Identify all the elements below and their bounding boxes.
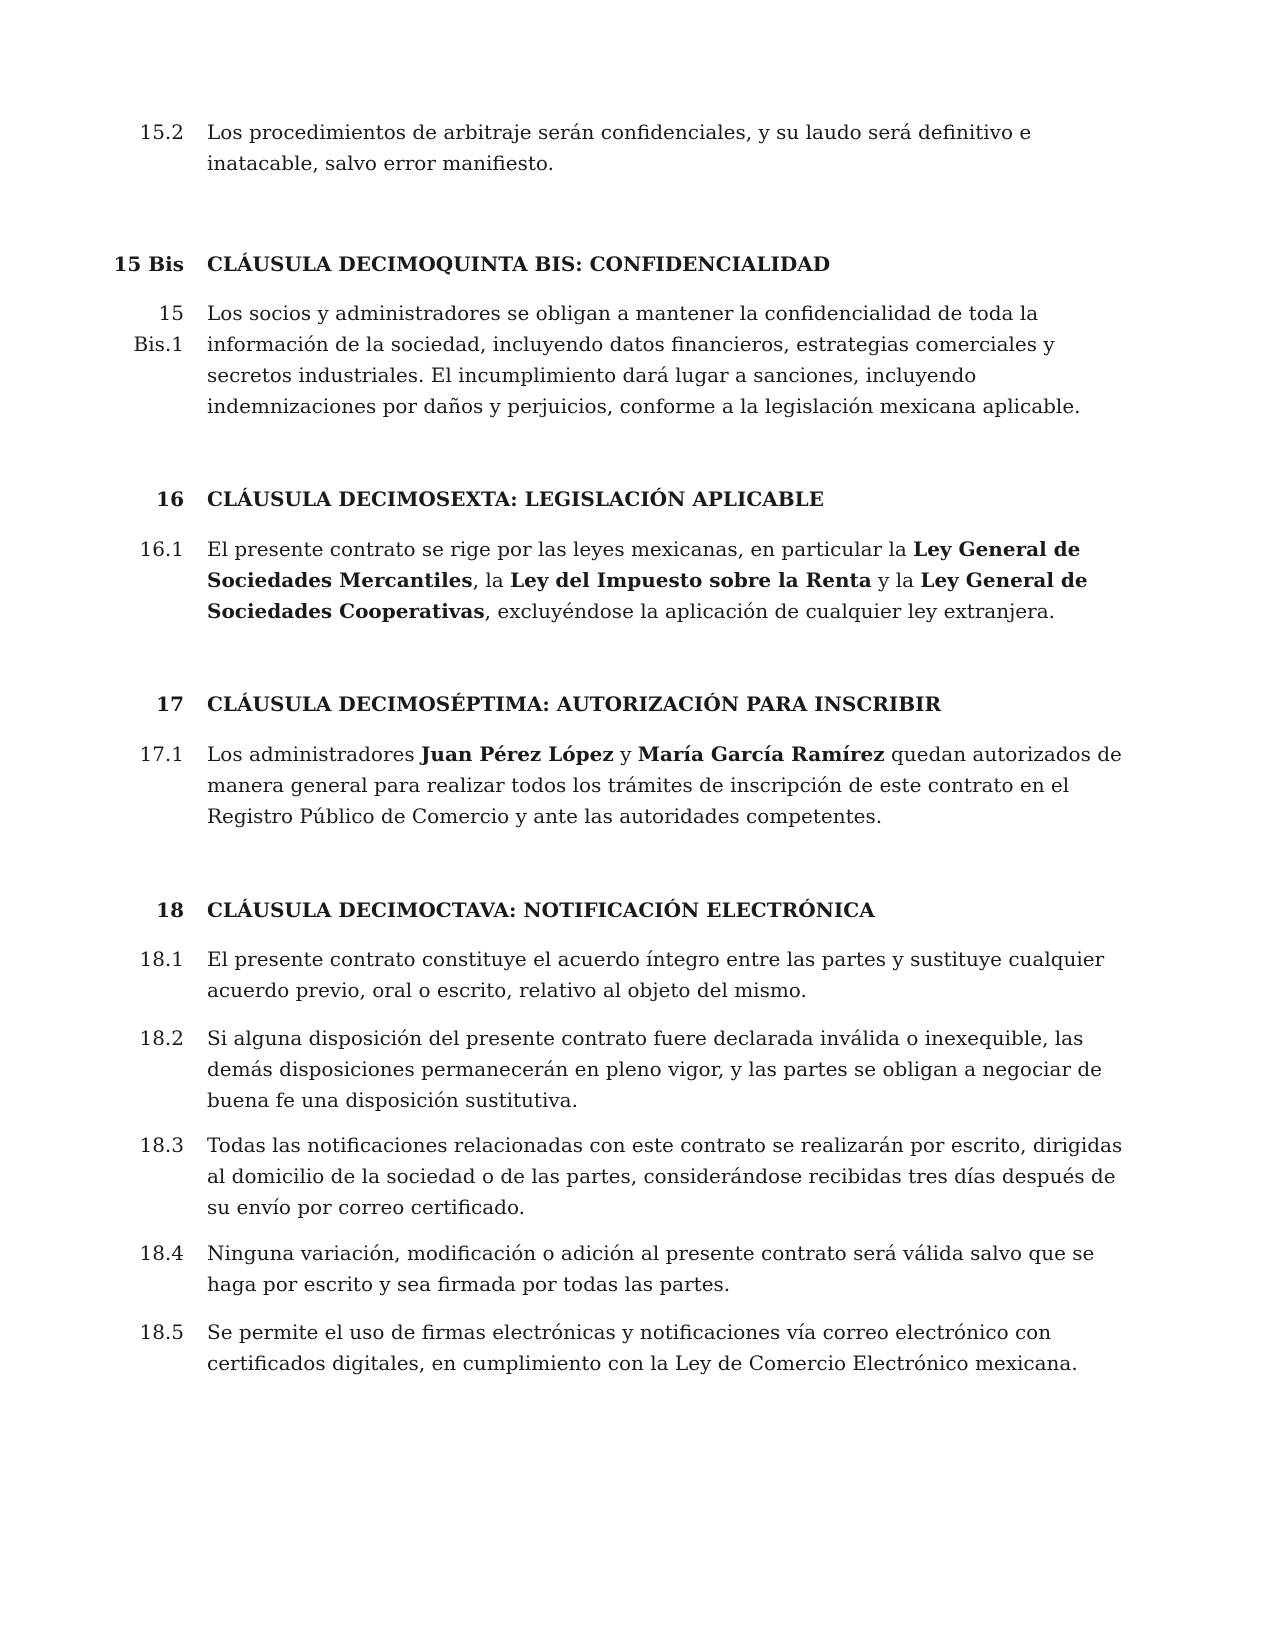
text-run: , la xyxy=(472,568,511,592)
item-text: Todas las notificaciones relacionadas con este contrato se realizarán por escrito, dirigidas al domicilio de la sociedad o de las partes, considerándose recibidas tres días después de su envío por correo certificado. xyxy=(207,1133,1123,1219)
item-text xyxy=(207,534,1137,627)
item-number-line-2: Bis.1 xyxy=(133,332,184,356)
item-number: 18.3 xyxy=(139,1133,184,1157)
item-text: Se permite el uso de firmas electrónicas y notificaciones vía correo electrónico con certificados digitales, en cumplimiento con la Ley de Comercio Electrónico mexicana. xyxy=(207,1320,1078,1375)
item-text: Si alguna disposición del presente contrato fuere declarada inválida o inexequible, las demás disposiciones permanecerán en pleno vigor, y las partes se obligan a negociar de buena fe una disposición sustitutiva. xyxy=(207,1026,1103,1112)
section-number: 15 Bis xyxy=(113,252,184,276)
item-number xyxy=(100,298,184,360)
item-text: Los socios y administradores se obligan a mantener la confidencialidad de toda la información de la sociedad, incluyendo datos financieros, estrategias comerciales y secretos industriales. El incumplimiento dará lugar a sanciones, incluyendo indemnizaciones por daños y perjuicios, conforme a la legislación mexicana aplicable. xyxy=(207,301,1081,418)
text-run: Los administradores xyxy=(207,742,421,766)
text-run: El presente contrato se rige por las leyes mexicanas, en particular la xyxy=(207,537,914,561)
section-title: CLÁUSULA DECIMOCTAVA: NOTIFICACIÓN ELECTRÓNICA xyxy=(207,898,875,922)
section-number: 18 xyxy=(156,898,184,922)
item-number: 16.1 xyxy=(139,537,184,561)
person-name-bold: María García Ramírez xyxy=(637,742,885,766)
item-number: 18.5 xyxy=(139,1320,184,1344)
law-name-bold: Ley General de Sociedades Cooperativas xyxy=(207,568,1088,623)
text-run: y xyxy=(613,742,638,766)
law-name-bold: Ley del Impuesto sobre la Renta xyxy=(510,568,872,592)
item-number: 15.2 xyxy=(139,120,184,144)
item-text: Ninguna variación, modificación o adición al presente contrato será válida salvo que se haga por escrito y sea firmada por todas las partes. xyxy=(207,1241,1095,1296)
law-name-bold: Ley General de Sociedades Mercantiles xyxy=(207,537,1081,592)
section-number: 16 xyxy=(156,487,184,511)
section-number: 17 xyxy=(156,692,184,716)
item-number-line-1: 15 xyxy=(158,301,184,325)
item-text xyxy=(207,739,1137,832)
item-number: 18.1 xyxy=(139,947,184,971)
item-number: 18.2 xyxy=(139,1026,184,1050)
text-run: quedan autorizados de manera general para realizar todos los trámites de inscripción de este contrato en el Registro Público de Comercio y ante las autoridades competentes. xyxy=(207,742,1122,828)
item-text: Los procedimientos de arbitraje serán confidenciales, y su laudo será definitivo e inatacable, salvo error manifiesto. xyxy=(207,120,1032,175)
item-number: 18.4 xyxy=(139,1241,184,1265)
item-text: El presente contrato constituye el acuerdo íntegro entre las partes y sustituye cualquier acuerdo previo, oral o escrito, relativo al objeto del mismo. xyxy=(207,947,1105,1002)
section-title: CLÁUSULA DECIMOQUINTA BIS: CONFIDENCIALIDAD xyxy=(207,252,831,276)
section-title: CLÁUSULA DECIMOSEXTA: LEGISLACIÓN APLICABLE xyxy=(207,487,824,511)
item-number: 17.1 xyxy=(139,742,184,766)
text-run: , excluyéndose la aplicación de cualquier ley extranjera. xyxy=(484,599,1055,623)
section-title: CLÁUSULA DECIMOSÉPTIMA: AUTORIZACIÓN PARA INSCRIBIR xyxy=(207,692,942,716)
person-name-bold: Juan Pérez López xyxy=(420,742,614,766)
text-run: y la xyxy=(871,568,921,592)
